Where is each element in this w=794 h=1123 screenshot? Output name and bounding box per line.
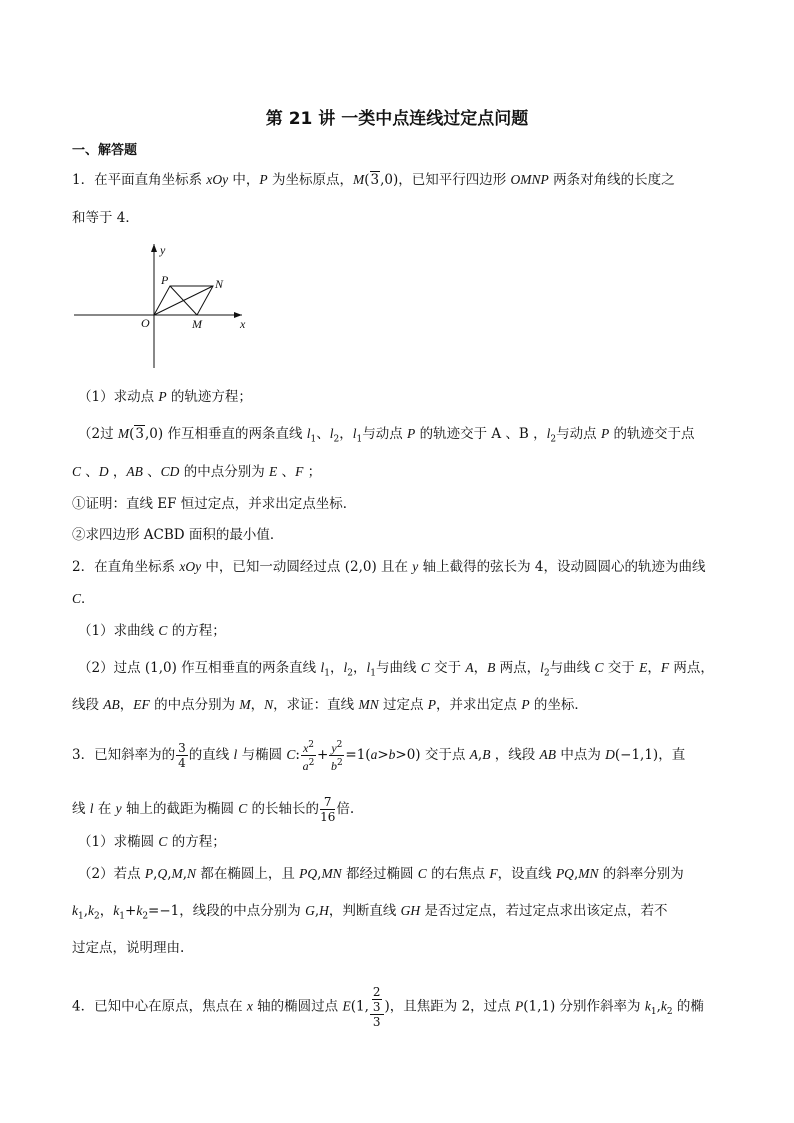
page-title: 第 21 讲 一类中点连线过定点问题 [265, 109, 529, 129]
q2-line-1: 2．在直角坐标系 xOy 中，已知一动圆经过点 (2,0) 且在 y 轴上截得的弦长为 4，设动圆圆心的轨迹为曲线 [72, 559, 706, 575]
q1-parallelogram-figure [74, 240, 254, 370]
q2-line-2: C． [72, 591, 95, 607]
q2-part-2a: （2）过点 (1,0) 作互相垂直的两条直线 $l_1$，$l_2$，$l_1$与曲线 C 交于 A，B 两点，$l_2$与曲线 C 交于 E，F 两点， [78, 660, 714, 679]
q1-claim-1: ①证明：直线 EF 恒过定点，并求出定点坐标． [72, 496, 357, 512]
fig-label-y: y [160, 243, 166, 257]
q3-part-2c: 过定点，说明理由. [72, 940, 185, 956]
q1-line-2: 和等于 4． [72, 210, 139, 226]
fig-label-P: P [161, 273, 169, 287]
q2-part-2b: 线段 AB，EF 的中点分别为 M，N，求证：直线 MN 过定点 P，并求出定点 P 的坐标． [72, 697, 588, 713]
section-heading: 一、解答题 [72, 143, 138, 158]
q1-part-2a: （2过 M(3,0) 作互相垂直的两条直线 $l_1$、$l_2$，$l_1$与动点 P 的轨迹交于 A 、B ，$l_2$与动点 P 的轨迹交于点 [78, 426, 695, 445]
q1-line-1: 1．在平面直角坐标系 xOy 中，P 为坐标原点，M(3,0)，已知平行四边形 OMNP 两条对角线的长度之 [72, 172, 675, 188]
fig-label-M: M [192, 317, 202, 331]
fig-label-N: N [215, 277, 224, 291]
q3-part-2b: $k_1,k_2$，$k_1+k_2=-1$，线段的中点分别为 G,H，判断直线 GH 是否过定点，若过定点求出该定点，若不 [72, 903, 668, 922]
fig-label-O: O [141, 316, 150, 330]
q3-part-1: （1）求椭圆 C 的方程； [78, 834, 226, 850]
q4-line-1: 4．已知中心在原点，焦点在 x 轴的椭圆过点 E(1, 2 3 3 )，且焦距为 2，过点 P(1,1) 分别作斜率为 $k_1,k_2$ 的椭 [72, 985, 704, 1029]
q3-line-2: 线 l 在 y 轴上的截距为椭圆 C 的长轴长的 $\frac{7}{16}$ 倍. [72, 795, 355, 824]
q1-part-2b: C 、D ，AB 、CD 的中点分别为 E 、F ； [72, 464, 322, 480]
q1-claim-2: ②求四边形 ACBD 面积的最小值． [72, 527, 284, 543]
q1-part-1: （1）求动点 P 的轨迹方程； [78, 389, 252, 405]
q2-part-1: （1）求曲线 C 的方程； [78, 623, 226, 639]
q3-line-1: 3．已知斜率为的 $\frac{3}{4}$ 的直线 l 与椭圆 C: $\frac{x^2}{a^2}$ + $\frac{y^2}{b^2}$ =1(a>b>0) 交于点 A,B ，线段 AB 中点为 D(−1,1)，直 [72, 740, 686, 773]
fig-label-x: x [240, 317, 246, 331]
q3-part-2a: （2）若点 P,Q,M,N 都在椭圆上，且 PQ,MN 都经过椭圆 C 的右焦点 F，设直线 PQ,MN 的斜率分别为 [78, 866, 684, 882]
